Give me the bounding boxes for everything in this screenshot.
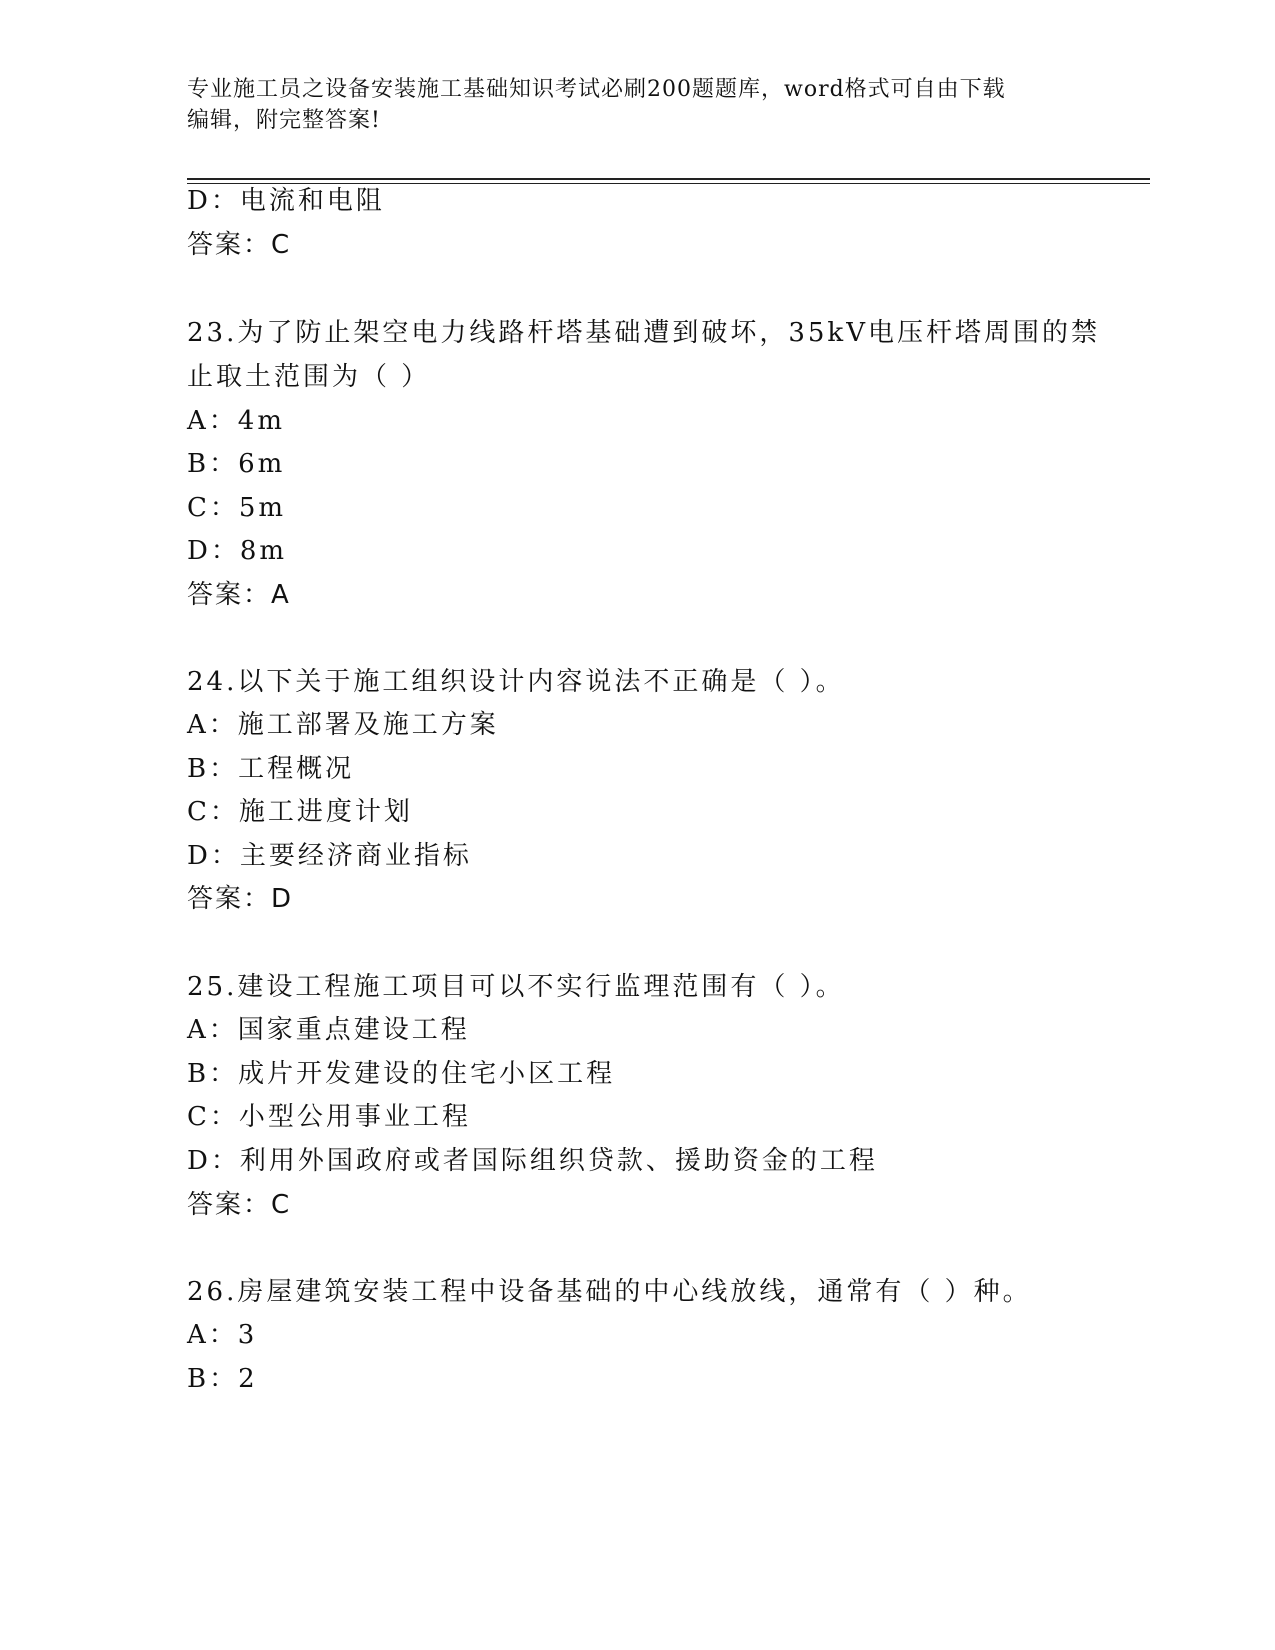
q23-option-b: B：6m [187, 449, 286, 479]
q26-option-b: B：2 [187, 1364, 258, 1394]
q26-option-a: A：3 [187, 1320, 258, 1350]
header-line-2: 编辑，附完整答案! [187, 108, 381, 133]
q23-answer: 答案：A [187, 580, 291, 610]
header-line-1: 专业施工员之设备安装施工基础知识考试必刷200题题库，word格式可自由下载 [187, 77, 1006, 102]
q23-stem-line-2: 止取土范围为（ ） [187, 362, 431, 392]
q25-option-c: C：小型公用事业工程 [187, 1102, 471, 1132]
q24-answer: 答案：D [187, 884, 294, 914]
q26-stem: 26.房屋建筑安装工程中设备基础的中心线放线，通常有（ ）种。 [187, 1277, 1032, 1307]
q25-option-d: D：利用外国政府或者国际组织贷款、援助资金的工程 [187, 1146, 878, 1176]
q24-option-a: A：施工部署及施工方案 [187, 710, 499, 740]
q24-stem: 24.以下关于施工组织设计内容说法不正确是（ ）。 [187, 667, 845, 697]
document-header [187, 74, 1067, 136]
prev-answer: 答案：C [187, 230, 292, 260]
q24-option-d: D：主要经济商业指标 [187, 841, 472, 871]
q24-option-b: B：工程概况 [187, 754, 355, 784]
header-divider-thick [187, 178, 1150, 180]
q25-answer: 答案：C [187, 1190, 292, 1220]
q23-option-d: D：8m [187, 536, 288, 566]
q23-stem-line-1: 23.为了防止架空电力线路杆塔基础遭到破坏，35kV电压杆塔周围的禁 [187, 318, 1100, 348]
q25-option-b: B：成片开发建设的住宅小区工程 [187, 1059, 616, 1089]
q25-stem: 25.建设工程施工项目可以不实行监理范围有（ ）。 [187, 972, 845, 1002]
q25-option-a: A：国家重点建设工程 [187, 1015, 470, 1045]
q23-option-a: A：4m [187, 406, 285, 436]
q23-option-c: C：5m [187, 493, 287, 523]
q24-option-c: C：施工进度计划 [187, 797, 413, 827]
prev-option-d: D：电流和电阻 [187, 186, 385, 216]
